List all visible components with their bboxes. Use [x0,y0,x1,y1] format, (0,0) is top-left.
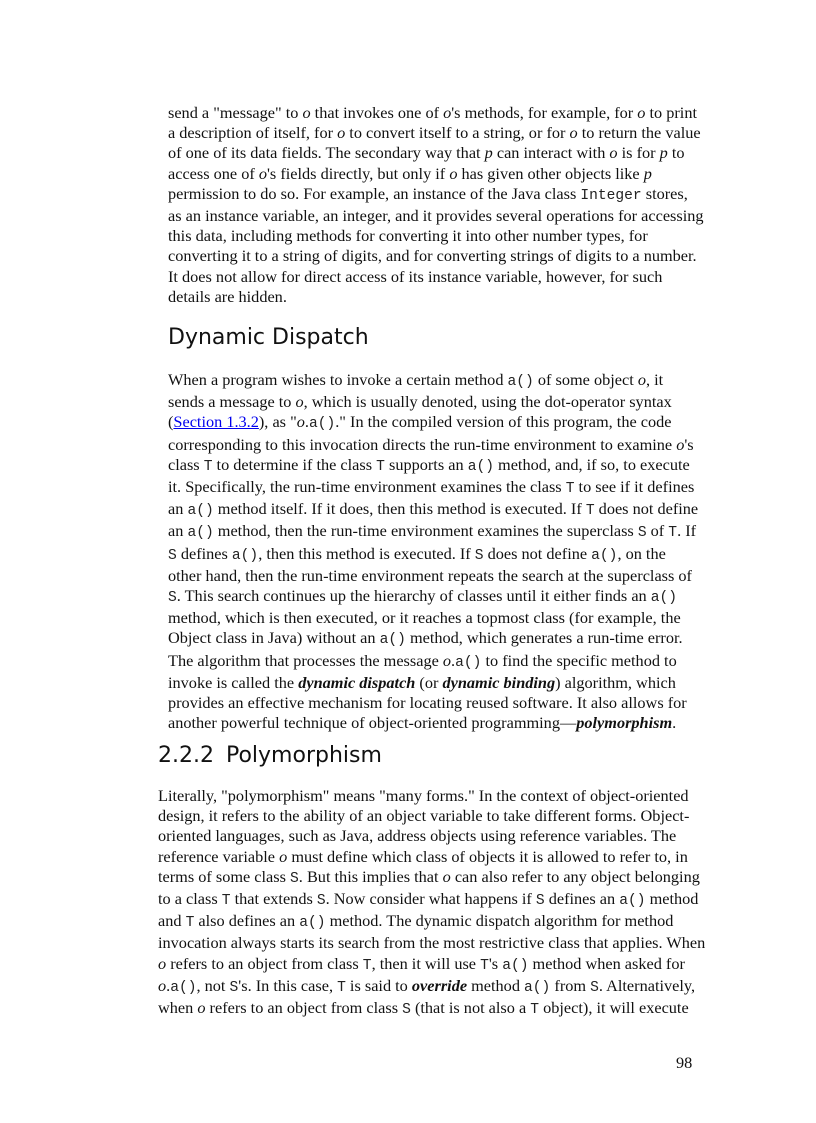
inline-code: a() [591,547,618,564]
text-run: . Alternatively, [598,975,696,995]
inline-code: S [402,1002,411,1019]
text-run: refers to an object from class [205,998,403,1018]
text-line [158,911,705,933]
italic-var: o [637,370,646,389]
italic-var: o [158,975,167,995]
text-run: an [168,521,188,541]
intro-paragraph [168,103,704,307]
text-line [168,267,704,287]
inline-code: T [585,503,595,520]
text-line [168,123,704,143]
text-run: from [550,975,591,995]
inline-code: T [362,957,372,974]
text-run: invoke is called the [168,672,299,692]
text-run: an [168,499,188,519]
text-run: to return the value [577,123,701,143]
text-run: , on the [617,543,666,563]
text-run: . [451,650,456,670]
text-line [158,786,705,806]
text-run: method, then the run-time environment examines the superclass [213,521,638,541]
text-line [158,954,705,976]
text-run: , not [196,975,230,995]
inline-code: a() [379,632,406,649]
text-run: , it [645,370,664,389]
text-line [158,976,705,998]
text-run: permission to do so. For example, an instance of the Java class [168,183,581,203]
text-line [168,693,698,713]
text-run: design, it refers to the ability of an object variable to take different forms. Object- [158,806,690,826]
italic-var: o [258,163,267,183]
text-line [168,455,698,477]
inline-code: a() [187,525,214,542]
text-line [168,246,704,266]
text-run: It does not allow for direct access of its instance variable, however, for such [168,266,663,286]
text-run: to convert itself to a string, or for [345,123,570,143]
italic-var: o [442,866,451,886]
text-run: another powerful technique of object-oriented programming— [168,713,577,733]
inline-code: T [221,893,231,910]
text-line [168,412,698,434]
text-line [168,499,698,521]
text-run: method [645,889,699,909]
inline-code: T [530,1002,540,1019]
inline-code: a() [455,654,482,671]
text-line [168,370,698,392]
text-run: to print [645,103,697,122]
text-line [168,103,704,123]
inline-code: a() [650,590,678,607]
text-run: details are hidden. [168,286,287,306]
italic-var: o [442,650,452,670]
text-run: as an instance variable, an integer, and it provides several operations for accessing [168,206,704,226]
italic-var: o [676,434,685,454]
text-run: , then it will use [371,953,481,973]
text-run: method itself. If it does, then this method is executed. If [213,499,586,519]
text-line [168,164,704,184]
text-run: Object class in Java) without an [168,628,380,648]
italic-var: o [279,846,288,866]
text-run: 's [488,953,503,973]
italic-var: o [443,103,452,122]
text-line [168,477,698,499]
text-run: does not define [594,499,699,519]
text-run: defines [176,543,232,563]
text-run: object), it will execute [539,998,689,1018]
text-run: stores, [641,183,688,203]
text-line [168,628,698,650]
inline-code: a() [187,503,214,520]
inline-code: a() [524,979,551,996]
text-run: oriented languages, such as Java, address objects using reference variables. The [158,826,677,846]
text-line [168,287,704,307]
section-number: 2.2.2 [158,743,214,768]
text-run: method when asked for [528,953,685,973]
text-run: . [672,713,677,733]
polymorphism-paragraph [158,786,705,1020]
text-run: of one of its data fields. The secondary way that [168,143,485,163]
text-line [158,806,705,826]
italic-var: o [158,953,167,973]
italic-var: o [609,143,618,163]
text-run: 's methods, for example, for [451,103,638,122]
text-run: . [166,975,171,995]
text-line [168,586,698,608]
text-run: also defines an [194,911,300,931]
text-run: . But this implies that [298,866,443,886]
text-run: When a program wishes to invoke a certain method [168,370,508,389]
section-heading-polymorphism [158,743,382,768]
text-run: corresponding to this invocation directs the run-time environment to examine [168,434,677,454]
text-run: ." In the compiled version of this program, the code [335,412,672,432]
inline-code: S [168,590,177,607]
italic-var: o [302,103,311,122]
text-run: refers to an object from class [166,953,363,973]
text-run: to see if it defines [574,477,695,497]
text-run: . Now consider what happens if [325,889,536,909]
text-run: a description of itself, for [168,123,338,143]
text-run: Literally, "polymorphism" means "many forms." In the context of object-oriented [158,786,689,805]
emphasized-term: dynamic dispatch [298,672,416,692]
page-number: 98 [676,1053,693,1072]
text-run: defines an [544,889,620,909]
text-run: of some object [533,370,638,389]
text-run: is said to [345,975,412,995]
inline-code: T [185,915,195,932]
inline-code: a() [507,374,534,390]
text-run: supports an [384,454,468,474]
text-line [168,608,698,628]
section-title: Polymorphism [225,743,382,768]
text-line [168,226,704,246]
text-run: method, which generates a run-time error. [405,628,683,648]
text-run: and [158,911,186,931]
inline-code: S [168,547,177,564]
text-line [168,566,698,586]
italic-var: o [296,412,305,432]
text-run: to [667,143,685,163]
text-run: to find the specific method to [481,650,677,670]
text-run: provides an effective mechanism for locating reused software. It also allows for [168,693,687,713]
inline-code: Integer [580,187,642,204]
text-run: can interact with [492,143,610,163]
text-run: that invokes one of [310,103,444,122]
text-run: of [646,521,669,541]
italic-var: o [569,123,578,143]
text-run: converting it to a string of digits, and for converting strings of digits to a number. [168,246,697,266]
inline-code: S [229,979,239,996]
text-line [168,184,704,206]
text-line [168,713,698,733]
text-run: send a "message" to [168,103,303,122]
text-line [158,826,705,846]
text-run: ) algorithm, which [555,672,676,692]
text-run: 's fields directly, but only if [267,163,450,183]
text-run: this data, including methods for converting it into other number types, for [168,226,648,246]
italic-var: p [659,143,668,163]
text-run: . If [677,521,697,541]
text-run: , then this method is executed. If [258,543,475,563]
text-run: The algorithm that processes the message [168,650,443,670]
text-run: ( [168,412,174,432]
text-run: 's. In this case, [238,975,338,995]
italic-var: p [643,163,652,183]
text-run: that extends [230,889,317,909]
text-run: reference variable [158,846,280,866]
text-line [158,933,705,953]
text-run: terms of some class [158,866,291,886]
text-run: can also refer to any object belonging [450,866,700,886]
italic-var: p [484,143,493,163]
inline-code: S [474,547,484,564]
section-heading-dynamic-dispatch: Dynamic Dispatch [168,325,369,350]
text-line [158,867,705,889]
text-run: method [467,975,525,995]
inline-code: a() [170,979,197,996]
italic-var: o [449,163,458,183]
inline-code: a() [467,458,494,475]
text-run: has given other objects like [457,163,644,183]
text-line [168,143,704,163]
text-run: is for [617,143,660,163]
text-run: class [168,454,204,474]
inline-code: a() [308,416,336,433]
inline-code: T [337,979,346,996]
text-run: method, which is then executed, or it reaches a topmost class (for example, the [168,608,681,628]
text-run: access one of [168,163,259,183]
text-run: . [304,412,309,432]
text-line [168,521,698,543]
text-line [158,847,705,867]
text-run: to a class [158,889,222,909]
italic-var: o [637,103,646,122]
text-run: , which is usually denoted, using the dot-operator syntax [303,392,672,412]
text-run: . This search continues up the hierarchy of classes until it either finds an [176,586,651,606]
text-run: must define which class of objects it is allowed to refer to, in [287,846,688,866]
text-run: to determine if the class [212,454,377,474]
dynamic-dispatch-paragraph [168,370,698,733]
text-run: method. The dynamic dispatch algorithm for method [325,911,674,931]
inline-code: T [668,525,678,542]
inline-code: T [565,481,575,498]
text-run: sends a message to [168,392,296,412]
text-run: invocation always starts its search from the most restrictive class that applies. When [158,933,706,953]
emphasized-term: override [411,975,468,995]
inline-code: S [637,525,647,542]
inline-code: T [203,458,213,475]
text-line [168,206,704,226]
section-link[interactable]: Section 1.3.2 [173,412,259,432]
italic-var: o [197,998,206,1018]
text-line [158,889,705,911]
inline-code: a() [502,957,529,974]
text-line [158,998,705,1020]
inline-code: a() [619,893,646,910]
text-line [168,435,698,455]
text-run: ), as " [258,412,297,432]
text-line [168,673,698,693]
text-line [168,544,698,566]
inline-code: S [535,893,545,910]
text-run: (that is not also a [410,998,531,1018]
inline-code: S [290,870,299,887]
text-run: method, and, if so, to execute [493,454,690,474]
inline-code: a() [299,915,326,932]
text-run: it. Specifically, the run-time environment examines the class [168,477,566,497]
text-run: other hand, then the run-time environment repeats the search at the superclass of [168,565,692,585]
inline-code: T [480,957,489,974]
text-run: (or [415,672,443,692]
italic-var: o [295,392,304,412]
inline-code: a() [231,547,259,564]
text-line [168,651,698,673]
text-run: when [158,998,198,1018]
text-line [168,392,698,412]
inline-code: T [376,458,385,475]
text-run: 's [684,434,694,454]
inline-code: S [316,893,326,910]
inline-code: S [590,979,599,996]
emphasized-term: dynamic binding [442,672,556,692]
italic-var: o [337,123,346,143]
text-run: does not define [483,543,592,563]
emphasized-term: polymorphism [576,713,673,733]
